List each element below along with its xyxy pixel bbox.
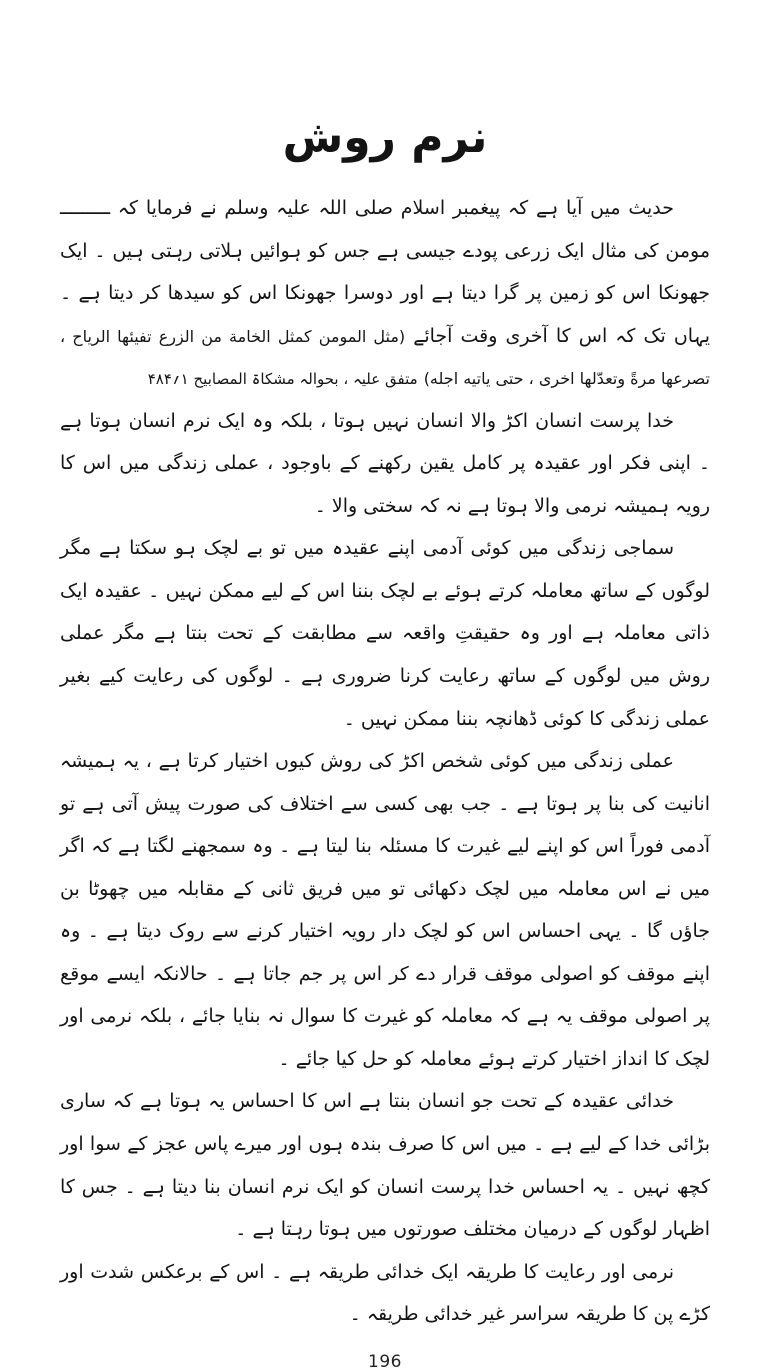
paragraph-2: خدا پرست انسان اکڑ والا انسان نہیں ہوتا ، بلکہ وہ ایک نرم انسان ہوتا ہے ۔ اپنی فکر اور عقیدہ پر کامل یقین رکھنے کے باوجود ، عملی زندگی میں اس کا رویہ ہمیشہ نرمی والا ہوتا ہے نہ کہ سختی والا ۔ [60, 409, 710, 517]
hadith-urdu-text: حدیث میں آیا ہے کہ پیغمبر اسلام صلی اللہ علیہ وسلم نے فرمایا کہ ـــــــــ مومن کی مثال ایک زرعی پودے جیسی ہے جس کو ہوائیں ہلاتی رہتی ہیں ۔ ایک جھونکا اس کو زمین پر گرا دیتا ہے اور دوسرا جھونکا اس کو سیدھا کر دیتا ہے ۔ یہاں تک کہ اس کا آخری وقت آجائے [60, 197, 710, 347]
page-number: 196 [368, 1351, 402, 1372]
paragraph-4: عملی زندگی میں کوئی شخص اکڑ کی روش کیوں اختیار کرتا ہے ، یہ ہمیشہ انانیت کی بنا پر ہوتا ہے ۔ جب بھی کسی سے اختلاف کی صورت پیش آتی ہے تو آدمی فوراً اس کو اپنے لیے غیرت کا مسئلہ بنا لیتا ہے ۔ وہ سمجھنے لگتا ہے کہ اگر میں نے اس معاملہ میں لچک دکھائی تو میں فریق ثانی کے مقابلہ میں چھوٹا بن جاؤں گا ۔ یہی احساس اس کو لچک دار رویہ اختیار کرنے سے روک دیتا ہے ۔ وہ اپنے موقف کو اصولی موقف قرار دے کر اس پر جم جاتا ہے ۔ حالانکہ ایسے موقع پر اصولی موقف یہ ہے کہ معاملہ کو غیرت کا سوال نہ بنایا جائے ، بلکہ نرمی اور لچک کا انداز اختیار کرتے ہوئے معاملہ کو حل کیا جائے ۔ [60, 750, 710, 1070]
text-block [60, 187, 710, 1336]
hadith-arabic-quote: (مثل المومن کمثل الخامة من الزرع تفیئها الریاح ، تصرعها مرةً وتعدّلها اخری ، حتی یاتیه اجله) [60, 326, 710, 389]
paragraph-5: خدائی عقیدہ کے تحت جو انسان بنتا ہے اس کا احساس یہ ہوتا ہے کہ ساری بڑائی خدا کے لیے ہے ۔ میں اس کا صرف بندہ ہوں اور میرے پاس عجز کے سوا اور کچھ نہیں ۔ یہ احساس خدا پرست انسان کو ایک نرم انسان بنا دیتا ہے ۔ جس کا اظہار لوگوں کے درمیان مختلف صورتوں میں ہوتا رہتا ہے ۔ [60, 1090, 710, 1241]
paragraph-6: نرمی اور رعایت کا طریقہ ایک خدائی طریقہ ہے ۔ اس کے برعکس شدت اور کڑے پن کا طریقہ سراسر غیر خدائی طریقہ ۔ [60, 1260, 710, 1326]
hadith-paragraph [60, 187, 710, 400]
paragraph-3: سماجی زندگی میں کوئی آدمی اپنے عقیدہ میں تو بے لچک ہو سکتا ہے مگر لوگوں کے ساتھ معاملہ کرتے ہوئے بے لچک بننا اس کے لیے ممکن نہیں ۔ عقیدہ ایک ذاتی معاملہ ہے اور وہ حقیقتِ واقعہ سے مطابقت کے تحت بنتا ہے مگر عملی روش میں لوگوں کے ساتھ رعایت کرنا ضروری ہے ۔ لوگوں کی رعایت کیے بغیر عملی زندگی کا کوئی ڈھانچہ بننا ممکن نہیں ۔ [60, 537, 710, 730]
page-title: نرم روش [282, 112, 488, 163]
hadith-reference: متفق علیہ ، بحوالہ مشکاۃ المصابیح ۱؍۴۸۴ [147, 370, 418, 389]
